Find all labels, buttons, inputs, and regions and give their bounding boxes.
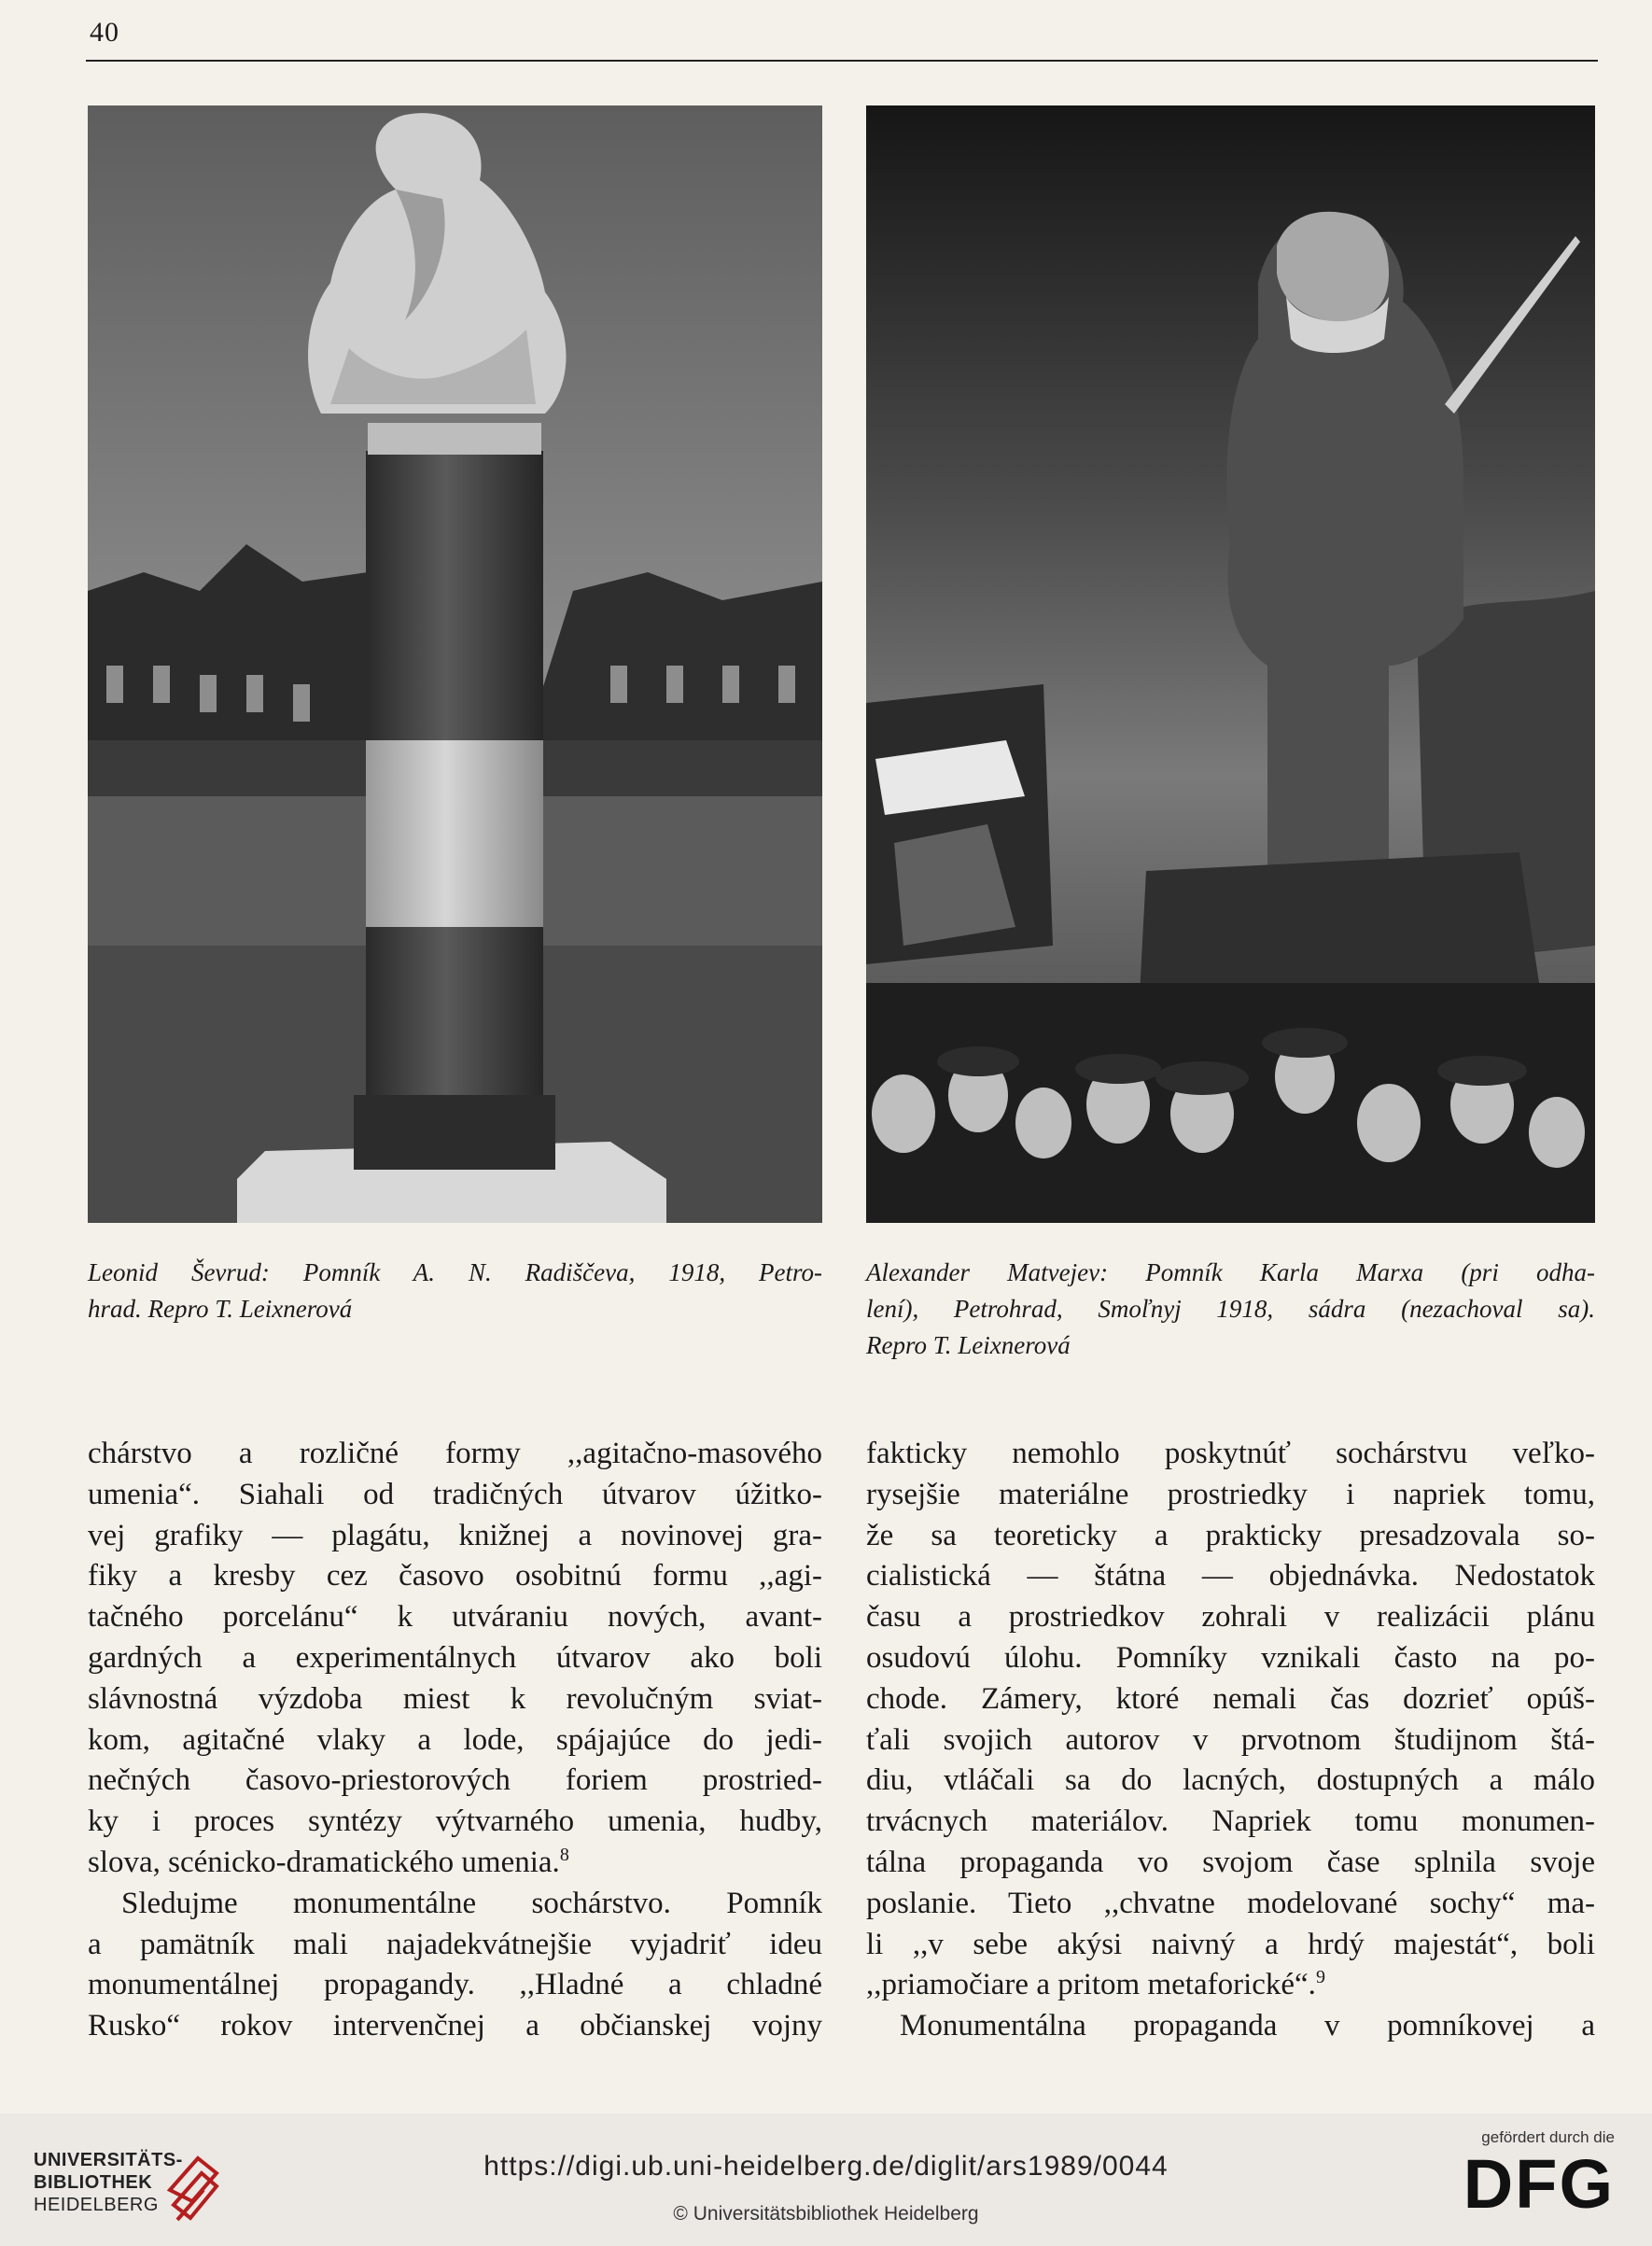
text-line: času a prostriedkov zohrali v realizácii plánu [866, 1600, 1595, 1635]
text-line: monumentálnej propagandy. ,,Hladné a chladné [88, 1968, 822, 2002]
text-line: osudovú úlohu. Pomníky vznikali často na po- [866, 1640, 1595, 1675]
copyright-notice: © Universitätsbibliothek Heidelberg [673, 2203, 979, 2225]
text-line: fiky a kresby cez časovo osobitnú formu ,,agi- [88, 1559, 822, 1593]
text-line: fakticky nemohlo poskytnúť sochárstvu veľko- [866, 1437, 1595, 1470]
text-line: cialistická — štátna — objednávka. Nedostatok [866, 1559, 1595, 1593]
footnote-ref[interactable]: 8 [559, 1844, 569, 1865]
text-line-paragraph-end [866, 1965, 1595, 2006]
caption-line: Repro T. Leixnerová [866, 1331, 1071, 1359]
text-line: kom, agitačné vlaky a lode, spájajúce do jedi- [88, 1722, 822, 1757]
text-line: slova, scénicko-dramatického umenia. [88, 1845, 560, 1879]
caption-right [866, 1255, 1595, 1364]
text-line: rysejšie materiálne prostriedky i napriek tomu, [866, 1477, 1595, 1511]
caption-line: hrad. Repro T. Leixnerová [88, 1295, 353, 1323]
photo-marx-monument [866, 105, 1595, 1223]
funder-label: gefördert durch die [1481, 2128, 1615, 2146]
text-line: že sa teoreticky a prakticky presadzovala so- [866, 1518, 1595, 1552]
library-name-line: UNIVERSITÄTS- [34, 2150, 183, 2170]
document-url-link[interactable]: https://digi.ub.uni-heidelberg.de/diglit/ars1989/0044 [483, 2151, 1169, 2182]
caption-line: lení), Petrohrad, Smoľnyj 1918, sádra (nezachoval sa). [866, 1295, 1595, 1323]
text-line: a pamätník mali najadekvátnejšie vyjadriť ideu [88, 1927, 822, 1961]
footnote-ref[interactable]: 9 [1315, 1967, 1325, 1988]
text-line: tačného porcelánu“ k utváraniu nových, avant- [88, 1600, 822, 1635]
text-line: chode. Zámery, ktoré nemali čas dozrieť opúš- [866, 1681, 1595, 1716]
caption-line: Leonid Ševrud: Pomník A. N. Radiščeva, 1918, Petro- [88, 1258, 822, 1286]
caption-left [88, 1255, 822, 1327]
text-line-paragraph-end [88, 1843, 822, 1884]
funder-block[interactable] [1437, 2128, 1615, 2222]
page-number: 40 [90, 17, 119, 48]
text-line: li ,,v sebe akýsi naivný a hrdý majestát“, boli [866, 1927, 1595, 1961]
text-line: ,,priamočiare a pritom metaforické“. [866, 1968, 1316, 2002]
text-line-paragraph-start: Sledujme monumentálne sochárstvo. Pomník [121, 1886, 822, 1920]
text-line: Rusko“ rokov intervenčnej a občianskej vojny [88, 2009, 822, 2043]
text-line: slávnostná výzdoba miest k revolučným sviat- [88, 1681, 822, 1716]
header-rule [86, 60, 1598, 62]
text-line: poslanie. Tieto ,,chvatne modelované sochy“ ma- [866, 1886, 1595, 1920]
text-line: ťali svojich autorov v prvotnom študijnom štá- [866, 1722, 1595, 1757]
text-line-paragraph-start: Monumentálna propaganda v pomníkovej a [900, 2009, 1595, 2043]
library-name-line: HEIDELBERG [34, 2195, 159, 2215]
body-column-left [88, 1434, 822, 2047]
caption-line: Alexander Matvejev: Pomník Karla Marxa (pri odha- [866, 1258, 1595, 1286]
text-line: tálna propaganda vo svojom čase splnila svoje [866, 1845, 1595, 1879]
photo-radiscev-monument [88, 105, 822, 1223]
library-name-line: BIBLIOTHEK [34, 2172, 153, 2193]
text-line: chárstvo a rozličné formy ,,agitačno-masového [88, 1437, 822, 1470]
dfg-logo: DFG [1463, 2145, 1615, 2223]
text-line: ky i proces syntézy výtvarného umenia, hudby, [88, 1804, 822, 1839]
text-line: vej grafiky — plagátu, knižnej a novinovej gra- [88, 1518, 822, 1552]
body-column-right [866, 1434, 1595, 2047]
footer-bar [0, 2113, 1652, 2246]
text-line: gardných a experimentálnych útvarov ako boli [88, 1640, 822, 1675]
text-line: nečných časovo-priestorových foriem prostried- [88, 1763, 822, 1798]
text-line: umenia“. Siahali od tradičných útvarov úžitko- [88, 1477, 822, 1511]
text-line: diu, vtláčali sa do lacných, dostupných a málo [866, 1763, 1595, 1798]
text-line: trvácnych materiálov. Napriek tomu monumen- [866, 1804, 1595, 1839]
